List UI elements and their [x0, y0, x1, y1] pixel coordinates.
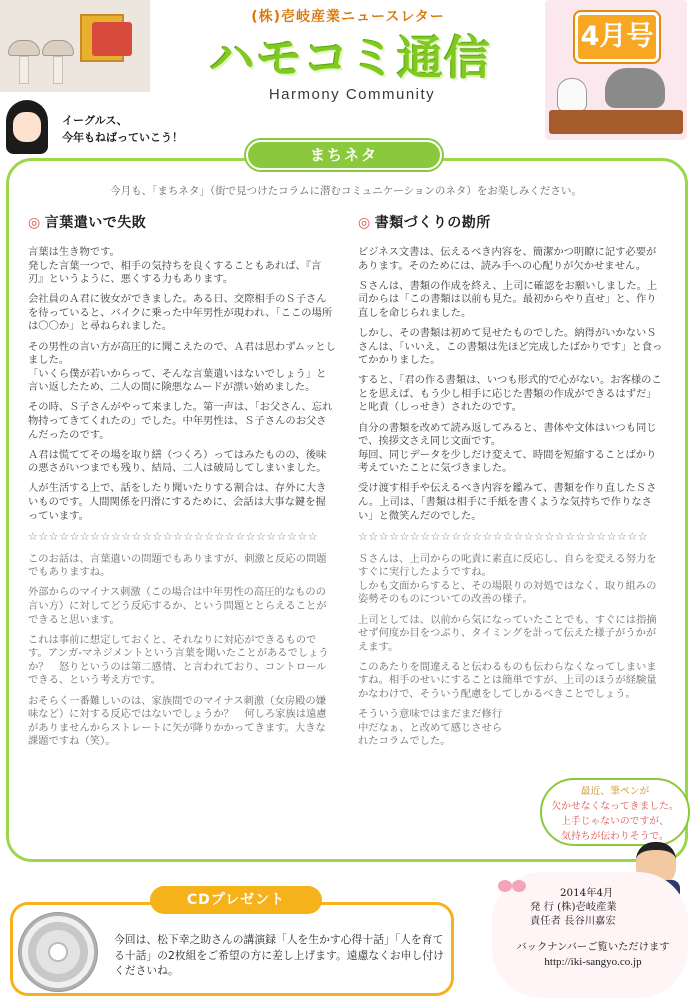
girl-caption-line-2: 今年もねばっていこう！ — [62, 131, 183, 144]
section-tab: まちネタ — [246, 140, 442, 170]
commentary-paragraph: このお話は、言葉遣いの問題でもありますが、刺激と反応の問題でもありますね。 — [28, 552, 327, 579]
desk-icon — [549, 110, 683, 134]
commentary-paragraph: 外部からのマイナス刺激（この場合は中年男性の高圧的なものの言い方）に対してどう反応するか、という問題ととらえることができると思います。 — [28, 586, 327, 626]
right-column-heading — [358, 212, 666, 232]
product-package-image — [92, 22, 132, 56]
elephant-icon — [605, 68, 665, 108]
issue-illustration — [545, 0, 687, 140]
mushroom-figure-icon — [42, 40, 74, 84]
newsletter-title-en: Harmony Community — [268, 86, 436, 103]
story-paragraph: すると、「君の作る書類は、いつも形式的で心がない。お客様のことを思えば、もう少し相手に応じた書類の作成ができるはずだ」と叱責（しっせき）されたのです。 — [358, 374, 662, 414]
circle-mark-icon: ◎ — [358, 215, 371, 231]
mushroom-photo — [0, 0, 150, 92]
cd-present-tab: CDプレゼント — [150, 886, 322, 914]
right-column-heading-text: 書類づくりの勘所 — [374, 215, 491, 231]
right-column — [358, 212, 666, 755]
story-paragraph: ビジネス文書は、伝えるべき内容を、簡潔かつ明瞭に記す必要があります。そのためには、読み手への心配りが欠かせません。 — [358, 246, 657, 272]
publisher-person: 責任者 長谷川嘉宏 — [530, 915, 616, 927]
newsletter-subtitle: (株)壱岐産業ニュースレター — [251, 9, 445, 25]
publisher-company: 発 行 (株)壱岐産業 — [530, 901, 617, 913]
left-column-heading-text: 言葉遣いで失敗 — [44, 215, 147, 231]
circle-mark-icon: ◎ — [28, 215, 41, 231]
star-divider: ☆☆☆☆☆☆☆☆☆☆☆☆☆☆☆☆☆☆☆☆☆☆☆☆☆☆☆☆ — [28, 529, 319, 543]
story-paragraph: しかし、その書類は初めて見せたものでした。納得がいかないＳさんは、「いいえ、この書類は先ほど完成したばかりです」と食ってかかりました。 — [358, 326, 663, 367]
bubble-line-2: 欠かせなくなってきました。 — [551, 801, 679, 812]
left-column — [28, 212, 336, 755]
commentary-paragraph: このあたりを間違えると伝わるものも伝わらなくなってしまいますね。相手のせいにすることは簡単ですが、上司のほうが経験量かなわけで、そういう配慮をしてしかるべきことでしょう。 — [358, 660, 657, 701]
speech-bubble — [540, 778, 690, 846]
bubble-line-1: 最近、筆ペンが — [580, 786, 650, 797]
rabbit-icon — [557, 78, 587, 112]
publish-date: 2014年4月 — [560, 887, 614, 899]
bubble-line-4: 気持ちが伝わりそうで。 — [561, 831, 669, 842]
cd-disc-icon — [18, 912, 98, 992]
girl-avatar — [2, 100, 52, 158]
story-paragraph: 言葉は生き物です。 発した言葉一つで、相手の気持ちを良くすることもあれば、『言刃』というように、悪くする力もあります。 — [28, 246, 322, 286]
publisher-info — [520, 886, 678, 928]
cd-present-text: 今回は、松下幸之助さんの講演録「人を生かす心得十話」「人を育てる十話」の2枚組をご希望の方に差し上げます。遠慮なくお申し付けくださいね。 — [114, 933, 444, 977]
commentary-paragraph: Ｓさんは、上司からの叱責に素直に反応し、自らを変える努力をすぐに実行したようですね。 しかも文面からすると、その場限りの対処ではなく、取り組みの姿勢そのものについての改善の様子。 — [358, 552, 657, 606]
website-link[interactable]: http://iki-sangyo.co.jp — [544, 956, 642, 968]
section-intro: 今月も、「まちネタ」（街で見つけたコラムに潜むコミュニケーションのネタ）をお楽しみください。 — [110, 185, 582, 197]
commentary-paragraph: 上司としては、以前から気になっていたことでも、すぐには指摘せず何度か目をつぶり、タイミングを計って伝えた様子がうかがえます。 — [358, 613, 657, 653]
backnumber-note: バックナンバーご覧いただけます — [516, 941, 670, 953]
story-paragraph: 受け渡す相手や伝えるべき内容を鑑みて、書類を作り直したＳさん。上司は、「書類は相手に手紙を書くような気持ちで作りなさい」と微笑んだのでした。 — [358, 482, 657, 522]
bubble-line-3: 上手じゃないのですが、 — [561, 816, 669, 827]
issue-label: 4月号 — [575, 12, 659, 62]
story-paragraph: 人が生活する上で、話をしたり聞いたりする割合は、存外に大きいものです。人間関係を円滑にするために、会話は大事な鍵を握っています。 — [28, 482, 327, 522]
story-paragraph: その男性の言い方が高圧的に聞こえたので、Ａ君は思わずムッとしました。 「いくら僕が若いからって、そんな言葉遣いはないでしょう」と言い返したため、二人の間に険悪なムードが漂い始めました。 — [28, 340, 336, 394]
story-paragraph: Ａ君は慌ててその場を取り繕（つくろ）ってはみたものの、後味の悪さがいつまでも残り、結局、二人は破局してしまいました。 — [28, 448, 327, 475]
left-column-heading — [28, 212, 336, 232]
story-paragraph: その時、Ｓ子さんがやって来ました。第一声は、「お父さん、忘れ物持ってきてくれたの」でした。中年男性は、Ｓ子さんのお父さんだったのです。 — [28, 401, 333, 441]
commentary-paragraph: おそらく一番難しいのは、家族間でのマイナス刺激（女房殿の嫌味など）に対する反応ではないでしょうか？ 何しろ家族は遠慮がありませんからストレートに矢が降りかかってきます。大きな課題ですね（笑）。 — [28, 694, 327, 748]
commentary-paragraph: これは事前に想定しておくと、それなりに対応ができるものです。アンガ-マネジメントという言葉を聞いたことがあるでしょうか？ 怒りというのは第二感情、と言われており、コントロールできる、という考え方です。 — [28, 633, 329, 687]
mushroom-figure-icon — [8, 40, 40, 84]
star-divider: ☆☆☆☆☆☆☆☆☆☆☆☆☆☆☆☆☆☆☆☆☆☆☆☆☆☆☆☆ — [358, 529, 649, 543]
story-paragraph: Ｓさんは、書類の作成を終え、上司に確認をお願いしました。上司からは「この書類は以前も見た。最初からやり直せ」と、作り直しを命じられました。 — [358, 279, 658, 319]
newsletter-title: ハモコミ通信 — [209, 31, 491, 85]
story-paragraph: 自分の書類を改めて読み返してみると、書体や文体はいつも同じで、挨拶文さえ同じ文面です。 毎回、同じデータを少しだけ変えて、時間を短縮することばかり考えていたことに気づきました。 — [358, 421, 657, 475]
story-paragraph: 会社員のＡ君に彼女ができました。ある日、交際相手のＳ子さんを待っていると、バイクに乗った中年男性が現われ、「ここの場所は〇〇か」と尋ねられました。 — [28, 293, 333, 333]
girl-caption-line-1: イーグルス、 — [62, 114, 128, 127]
girl-caption — [62, 112, 183, 146]
commentary-paragraph: そういう意味ではまだまだ修行中だなぁ、と改めて感じさせられたコラムでした。 — [358, 708, 503, 748]
